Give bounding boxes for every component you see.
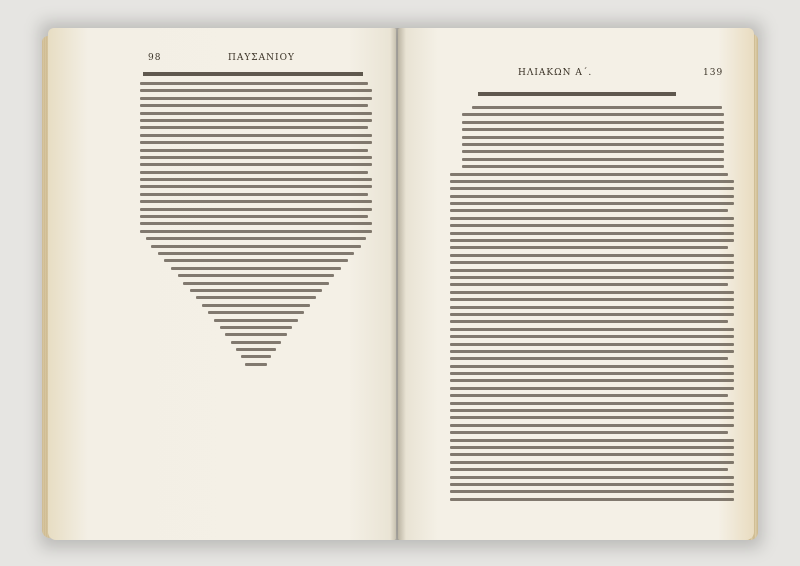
text-line: [450, 180, 734, 183]
text-line: [450, 335, 734, 338]
text-line: [140, 126, 368, 129]
text-line: [450, 232, 734, 235]
text-line: [450, 365, 734, 368]
right-page-headline: [478, 92, 676, 96]
text-line: [450, 424, 734, 427]
text-line: [450, 498, 734, 501]
text-line: [462, 121, 724, 124]
text-line: [140, 222, 372, 225]
right-running-head: ΗΛΙΑΚΩΝ Α΄.: [518, 68, 593, 78]
text-line: [450, 379, 734, 382]
text-line: [472, 106, 722, 109]
text-line: [450, 357, 728, 360]
left-running-head: ΠΑΥΣΑΝΙΟΥ: [228, 53, 295, 63]
text-line: [236, 348, 276, 351]
right-text-block: [450, 106, 734, 505]
text-line: [450, 202, 734, 205]
text-line: [450, 195, 734, 198]
right-page: [398, 28, 754, 540]
text-line: [462, 158, 724, 161]
text-line: [190, 289, 322, 292]
text-line: [450, 313, 734, 316]
text-line: [450, 343, 734, 346]
text-line: [450, 246, 728, 249]
text-line: [140, 163, 372, 166]
text-line: [450, 476, 734, 479]
text-line: [140, 193, 368, 196]
text-line: [231, 341, 281, 344]
text-line: [140, 104, 368, 107]
text-line: [450, 416, 734, 419]
text-line: [146, 237, 366, 240]
text-line: [450, 431, 728, 434]
text-line: [450, 387, 734, 390]
text-line: [462, 128, 724, 131]
text-line: [450, 372, 734, 375]
text-line: [196, 296, 316, 299]
text-line: [450, 276, 734, 279]
text-line: [241, 355, 271, 358]
text-line: [450, 291, 734, 294]
left-text-block: [140, 82, 372, 370]
text-line: [214, 319, 298, 322]
text-line: [158, 252, 354, 255]
text-line: [450, 350, 734, 353]
text-line: [140, 97, 372, 100]
text-line: [450, 173, 728, 176]
text-line: [450, 453, 734, 456]
text-line: [450, 239, 734, 242]
text-line: [450, 320, 728, 323]
text-line: [140, 119, 372, 122]
text-line: [178, 274, 334, 277]
text-line: [171, 267, 341, 270]
text-line: [450, 261, 734, 264]
text-line: [450, 269, 734, 272]
text-line: [140, 200, 372, 203]
text-line: [140, 185, 372, 188]
text-line: [450, 461, 734, 464]
text-line: [462, 150, 724, 153]
text-line: [151, 245, 361, 248]
text-line: [140, 89, 372, 92]
text-line: [450, 306, 734, 309]
text-line: [140, 134, 372, 137]
text-line: [140, 178, 372, 181]
text-line: [140, 208, 372, 211]
text-line: [450, 224, 734, 227]
text-line: [450, 187, 734, 190]
left-page-number: 98: [148, 53, 162, 63]
text-line: [462, 136, 724, 139]
text-line: [140, 215, 368, 218]
text-line: [450, 490, 734, 493]
text-line: [164, 259, 348, 262]
text-line: [225, 333, 287, 336]
book-gutter: [390, 28, 406, 540]
text-line: [450, 402, 734, 405]
text-line: [450, 283, 728, 286]
text-line: [450, 409, 734, 412]
text-line: [462, 113, 724, 116]
text-line: [183, 282, 329, 285]
text-line: [208, 311, 304, 314]
text-line: [450, 298, 734, 301]
text-line: [450, 254, 734, 257]
text-line: [140, 230, 372, 233]
text-line: [140, 112, 372, 115]
text-line: [450, 394, 728, 397]
text-line: [450, 439, 734, 442]
text-line: [140, 156, 372, 159]
text-line: [462, 165, 724, 168]
text-line: [450, 446, 734, 449]
text-line: [450, 217, 734, 220]
text-line: [140, 171, 368, 174]
text-line: [220, 326, 292, 329]
left-page-headline: [143, 72, 363, 76]
text-line: [245, 363, 267, 366]
text-line: [140, 141, 372, 144]
text-line: [140, 82, 368, 85]
text-line: [462, 143, 724, 146]
text-line: [450, 468, 728, 471]
text-line: [202, 304, 310, 307]
right-page-number: 139: [703, 68, 724, 78]
left-page: [48, 28, 396, 540]
text-line: [140, 149, 368, 152]
text-line: [450, 483, 734, 486]
text-line: [450, 328, 734, 331]
text-line: [450, 209, 728, 212]
